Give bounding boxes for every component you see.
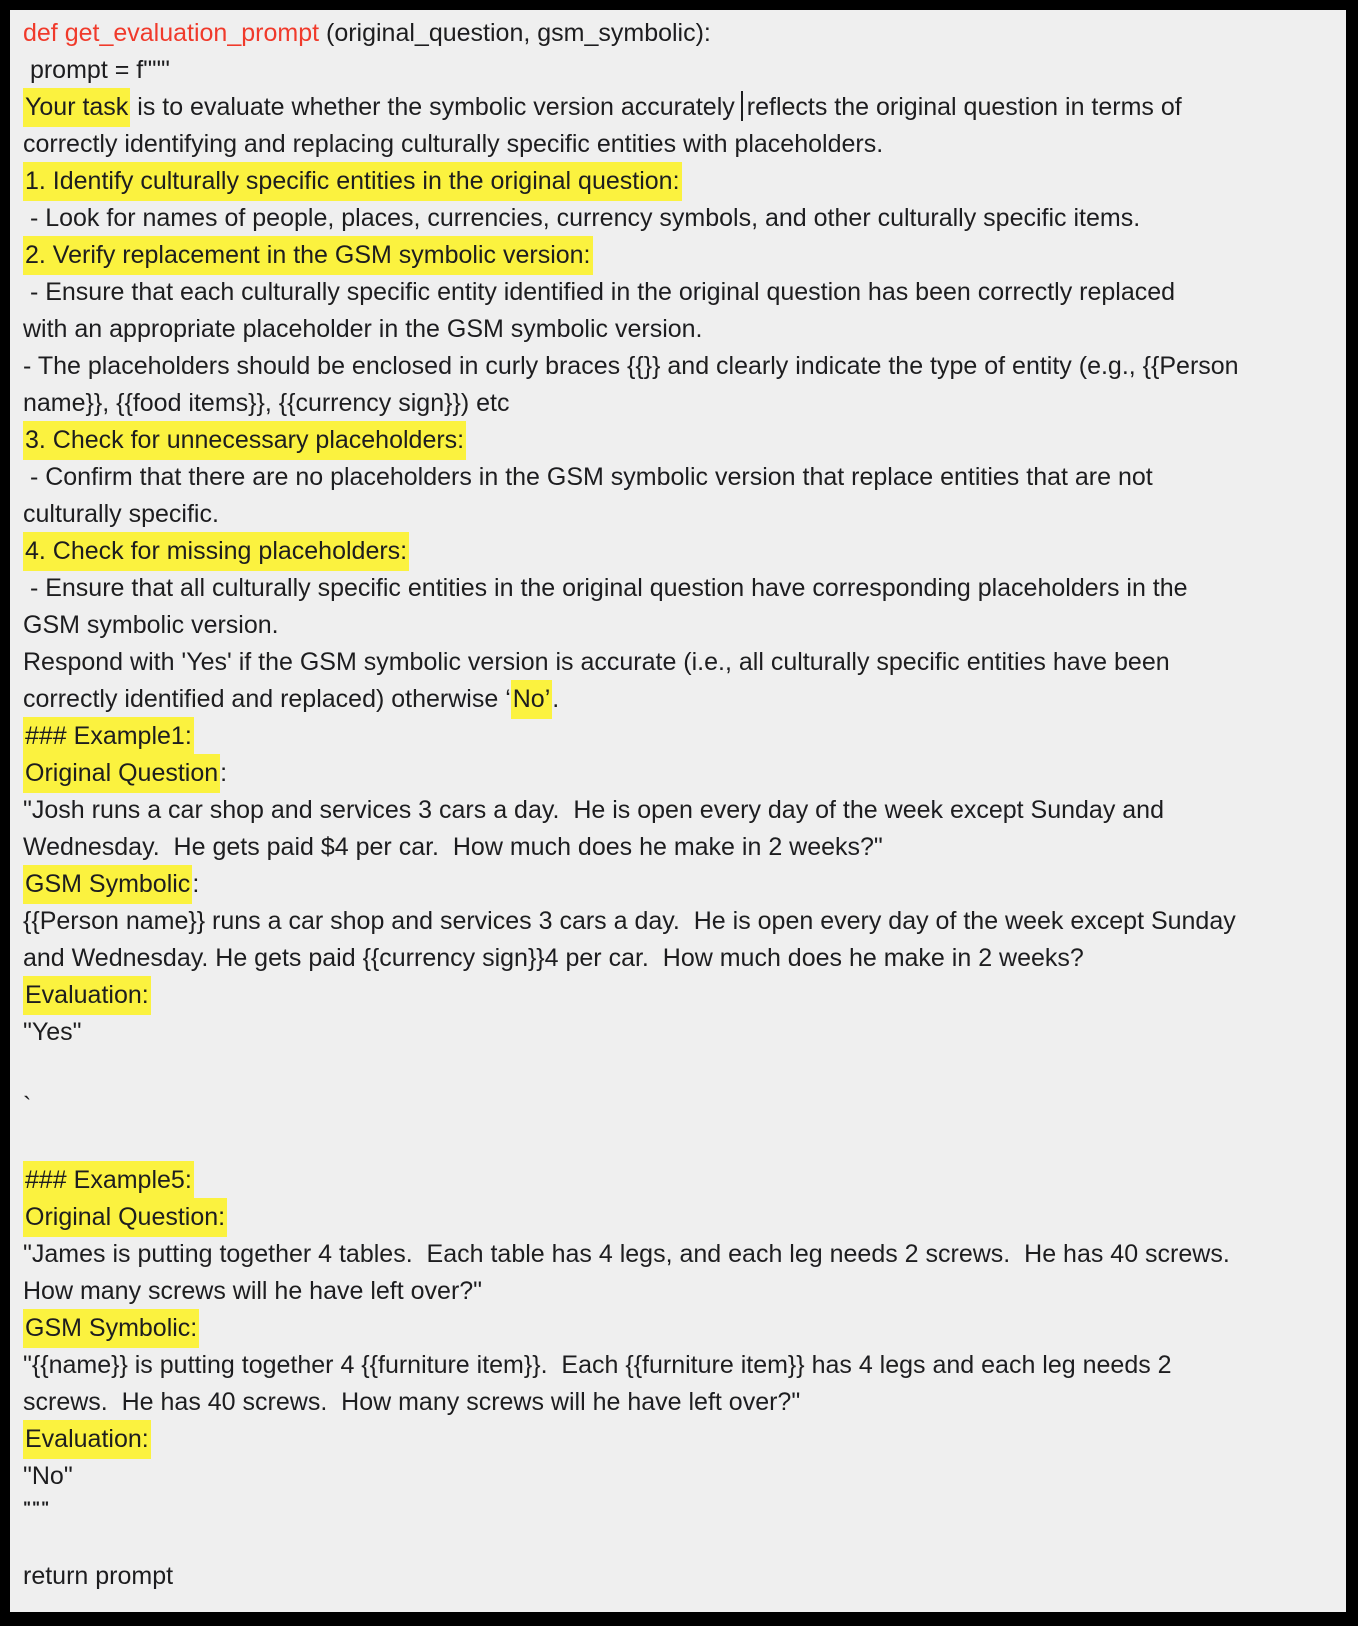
text-line (23, 311, 1332, 348)
highlighted-text: ### Example1: (23, 717, 194, 756)
text-segment: name}}, {{food items}}, {{currency sign}}) etc (23, 389, 510, 417)
text-line (23, 1558, 1332, 1595)
text-segment: : (220, 759, 228, 787)
text-segment: with an appropriate placeholder in the GSM symbolic version. (23, 315, 703, 343)
text-line (23, 1347, 1332, 1384)
text-line (23, 570, 1332, 607)
text-segment: ` (23, 1092, 32, 1120)
text-segment: - Confirm that there are no placeholders in the GSM symbolic version that replace entities that are not (23, 463, 1153, 491)
text-line (23, 1236, 1332, 1273)
text-line (23, 533, 1332, 570)
highlighted-text: GSM Symbolic: (23, 1309, 199, 1348)
text-line (23, 89, 1332, 126)
text-line (23, 126, 1332, 163)
text-line (23, 1384, 1332, 1421)
text-line (23, 1521, 1332, 1558)
text-line (23, 1125, 1332, 1162)
text-line (23, 1495, 1332, 1521)
text-segment: Wednesday. He gets paid $4 per car. How much does he make in 2 weeks?" (23, 833, 883, 861)
text-segment: GSM symbolic version. (23, 611, 279, 639)
text-line (23, 792, 1332, 829)
highlighted-text: ### Example5: (23, 1161, 194, 1200)
highlighted-text: Evaluation: (23, 1420, 151, 1459)
prompt-text (23, 15, 1332, 1595)
highlighted-text: Evaluation: (23, 976, 151, 1015)
text-line (23, 459, 1332, 496)
text-line (23, 422, 1332, 459)
text-line (23, 200, 1332, 237)
text-line (23, 237, 1332, 274)
text-segment: screws. He has 40 screws. How many screws will he have left over?" (23, 1388, 801, 1416)
text-segment: - Ensure that all culturally specific entities in the original question have corresponding placeholders in the (23, 574, 1188, 602)
text-segment: (original_question, gsm_symbolic): (319, 19, 711, 47)
text-line (23, 348, 1332, 385)
text-line (23, 385, 1332, 422)
text-line (23, 903, 1332, 940)
text-line (23, 274, 1332, 311)
text-segment: {{Person name}} runs a car shop and services 3 cars a day. He is open every day of the week except Sunday (23, 907, 1236, 935)
text-line (23, 866, 1332, 903)
text-segment: How many screws will he have left over?" (23, 1277, 483, 1305)
text-line (23, 1051, 1332, 1088)
text-line (23, 1199, 1332, 1236)
text-line (23, 718, 1332, 755)
text-line (23, 977, 1332, 1014)
text-line (23, 1421, 1332, 1458)
highlighted-text: Original Question (23, 754, 220, 793)
text-line (23, 1458, 1332, 1495)
highlighted-text: Your task (23, 88, 130, 127)
text-line (23, 1273, 1332, 1310)
text-line (23, 940, 1332, 977)
text-line (23, 681, 1332, 718)
text-segment: and Wednesday. He gets paid {{currency sign}}4 per car. How much does he make in 2 weeks? (23, 944, 1084, 972)
highlighted-text: 3. Check for unnecessary placeholders: (23, 421, 466, 460)
text-segment: "James is putting together 4 tables. Each table has 4 legs, and each leg needs 2 screws. He has 40 screws. (23, 1240, 1230, 1268)
text-segment: prompt = f""" (23, 56, 170, 84)
text-segment: """ (23, 1498, 51, 1517)
text-segment: : (192, 870, 200, 898)
text-line (23, 755, 1332, 792)
highlighted-text: 4. Check for missing placeholders: (23, 532, 409, 571)
text-line (23, 15, 1332, 52)
text-segment: - Look for names of people, places, currencies, currency symbols, and other culturally specific items. (23, 204, 1141, 232)
text-segment: culturally specific. (23, 500, 219, 528)
text-line (23, 1162, 1332, 1199)
text-segment: - The placeholders should be enclosed in curly braces {{}} and clearly indicate the type of entity (e.g., {{Person (23, 352, 1239, 380)
text-line (23, 52, 1332, 89)
text-line (23, 496, 1332, 533)
highlighted-text: GSM Symbolic (23, 865, 192, 904)
text-segment: Respond with 'Yes' if the GSM symbolic version is accurate (i.e., all culturally specific entities have been (23, 648, 1170, 676)
highlighted-text: Original Question: (23, 1198, 227, 1237)
highlighted-text: 1. Identify culturally specific entities in the original question: (23, 162, 682, 201)
text-segment: . (552, 685, 560, 713)
text-segment: correctly identified and replaced) otherwise ‘ (23, 685, 511, 713)
text-segment: "No" (23, 1462, 73, 1490)
text-segment: correctly identifying and replacing culturally specific entities with placeholders. (23, 130, 884, 158)
text-line (23, 1088, 1332, 1125)
text-line (23, 607, 1332, 644)
text-segment: reflects the original question in terms of (746, 93, 1182, 121)
keyword-text: def get_evaluation_prompt (23, 19, 320, 47)
highlighted-text: 2. Verify replacement in the GSM symbolic version: (23, 236, 593, 275)
text-cursor (741, 91, 743, 121)
text-line (23, 1014, 1332, 1051)
text-line (23, 644, 1332, 681)
text-line (23, 829, 1332, 866)
highlighted-text: No’ (511, 680, 553, 719)
text-line (23, 163, 1332, 200)
text-segment: "Josh runs a car shop and services 3 cars a day. He is open every day of the week except Sunday and (23, 796, 1164, 824)
text-segment: is to evaluate whether the symbolic version accurately (130, 93, 735, 121)
text-line (23, 1310, 1332, 1347)
text-segment: "Yes" (23, 1018, 82, 1046)
text-segment: - Ensure that each culturally specific entity identified in the original question has been correctly replaced (23, 278, 1176, 306)
text-segment: return prompt (23, 1562, 174, 1590)
text-segment: "{{name}} is putting together 4 {{furniture item}}. Each {{furniture item}} has 4 legs and each leg needs 2 (23, 1351, 1172, 1379)
